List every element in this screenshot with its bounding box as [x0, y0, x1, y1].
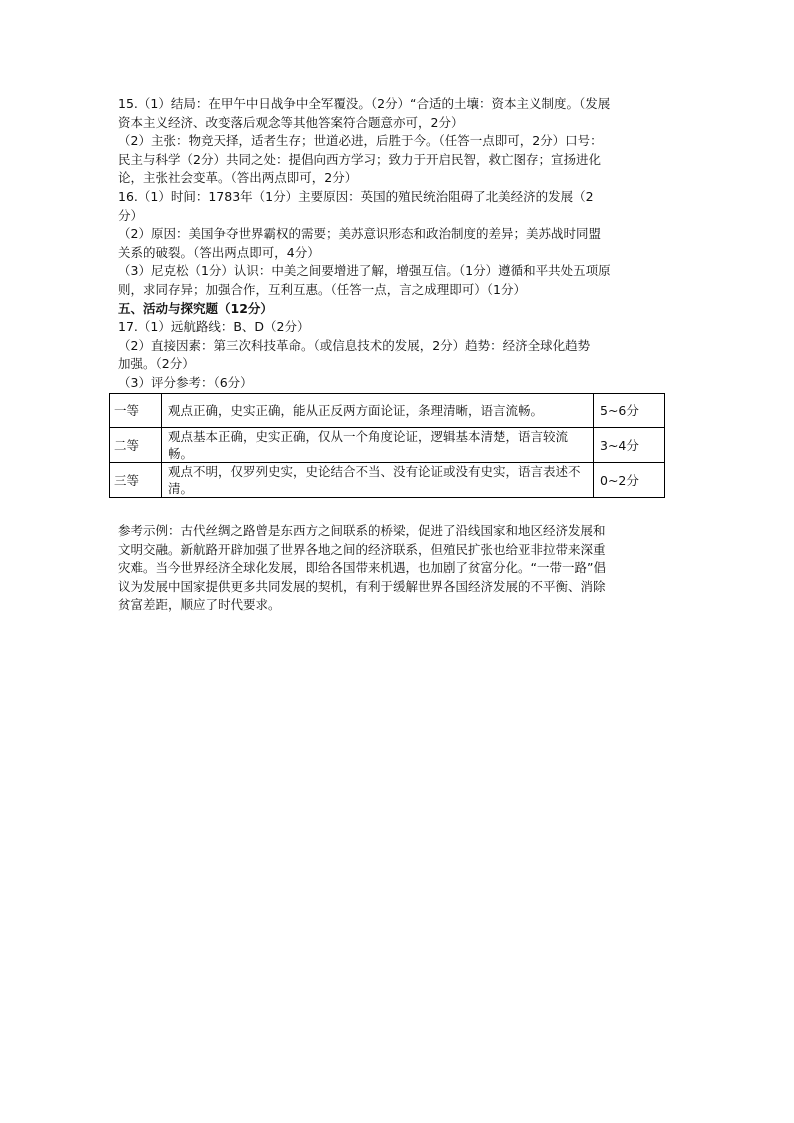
reference-line: 文明交融。新航路开辟加强了世界各地之间的经济联系，但殖民扩张也给亚非拉带来深重	[118, 541, 606, 557]
grade-score: 5~6分	[594, 394, 665, 428]
answer-line: 则，求同存异；加强合作，互利互惠。（任答一点，言之成理即可）（1分）	[118, 281, 526, 297]
answer-line: 论，主张社会变革。（答出两点即可，2分）	[118, 170, 358, 186]
answer-line: 15.（1）结局：在甲午中日战争中全军覆没。（2分）“合适的土壤：资本主义制度。（发展	[118, 96, 611, 111]
answer-line: （2）原因：美国争夺世界霸权的需要；美苏意识形态和政治制度的差异；美苏战时同盟	[118, 226, 601, 242]
grade-level: 三等	[110, 463, 162, 498]
answer-line: 分）	[118, 207, 144, 223]
grade-criteria: 观点基本正确，史实正确，仅从一个角度论证，逻辑基本清楚，语言较流畅。	[162, 428, 594, 463]
answer-line: 民主与科学（2分）共同之处：提倡向西方学习；致力于开启民智，救亡图存；宣扬进化	[118, 151, 601, 167]
grade-level: 一等	[110, 394, 162, 428]
grade-score: 0~2分	[594, 463, 665, 498]
answer-line: （3）尼克松（1分）认识：中美之间要增进了解，增强互信。（1分）遵循和平共处五项原	[118, 263, 611, 279]
answer-lines	[118, 95, 678, 393]
answer-line: 资本主义经济、改变落后观念等其他答案符合题意亦可，2分）	[118, 114, 464, 130]
table-row	[110, 463, 665, 498]
grade-level: 二等	[110, 428, 162, 463]
reference-line: 议为发展中国家提供更多共同发展的契机，有利于缓解世界各国经济发展的不平衡、消除	[118, 578, 606, 594]
grading-table	[109, 393, 665, 498]
section-heading: 五、活动与探究题（12分）	[118, 300, 273, 316]
table-row	[110, 428, 665, 463]
grade-score: 3~4分	[594, 428, 665, 463]
reference-example	[118, 522, 678, 615]
answer-line: 16.（1）时间：1783年（1分）主要原因：英国的殖民统治阻碍了北美经济的发展（2	[118, 188, 594, 204]
reference-line: 灾难。当今世界经济全球化发展，即给各国带来机遇，也加剧了贫富分化。“一带一路”倡	[118, 560, 606, 576]
answer-line: （3）评分参考：（6分）	[118, 374, 253, 390]
answer-line: （2）主张：物竞天择，适者生存；世道必进，后胜于今。（任答一点即可，2分）口号：	[118, 133, 603, 149]
grade-criteria: 观点正确，史实正确，能从正反两方面论证，条理清晰，语言流畅。	[162, 394, 594, 428]
table-row	[110, 394, 665, 428]
reference-line: 参考示例：古代丝绸之路曾是东西方之间联系的桥梁，促进了沿线国家和地区经济发展和	[118, 523, 606, 538]
grade-criteria: 观点不明，仅罗列史实，史论结合不当、没有论证或没有史实，语言表述不清。	[162, 463, 594, 498]
reference-line: 贫富差距，顺应了时代要求。	[118, 597, 281, 613]
answer-line: （2）直接因素：第三次科技革命。（或信息技术的发展，2分）趋势：经济全球化趋势	[118, 337, 591, 353]
answer-line: 加强。（2分）	[118, 356, 195, 372]
answer-line: 关系的破裂。（答出两点即可，4分）	[118, 244, 320, 260]
answer-line: 17.（1）远航路线：B、D（2分）	[118, 319, 310, 335]
